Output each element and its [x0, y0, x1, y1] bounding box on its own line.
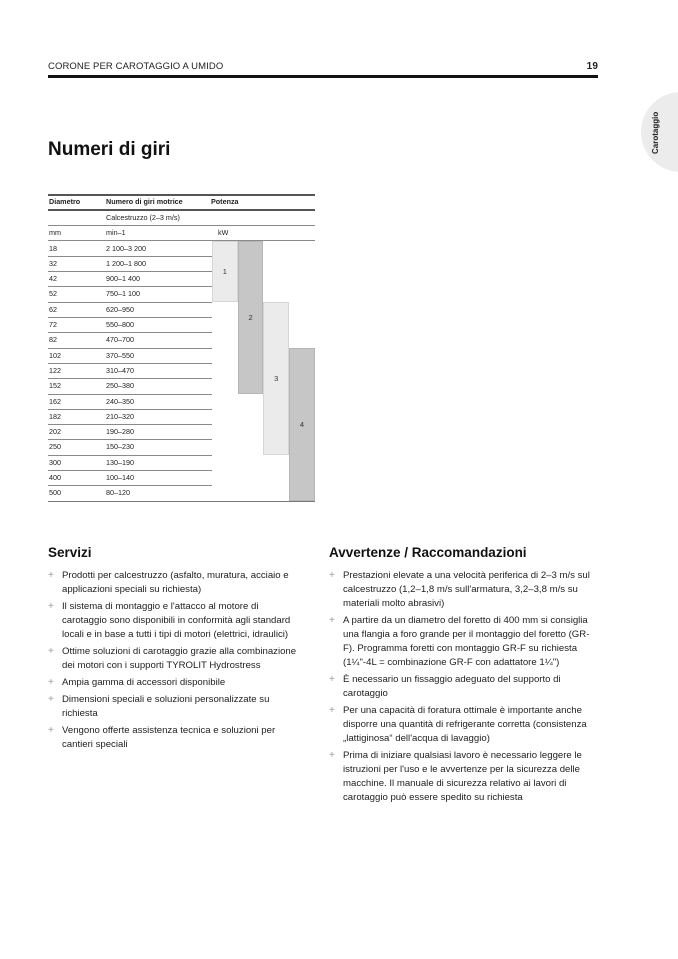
table-row [48, 286, 212, 301]
cell-diameter: 152 [49, 381, 61, 391]
table-row [48, 378, 212, 393]
cell-diameter: 400 [49, 473, 61, 482]
list-item [329, 704, 599, 746]
cell-rpm: 150–230 [106, 442, 134, 452]
cell-diameter: 162 [49, 396, 61, 406]
cell-rpm: 750–1 100 [106, 289, 140, 299]
cell-diameter: 250 [49, 442, 61, 452]
unit-diameter: mm [49, 228, 61, 237]
table-row [48, 256, 212, 271]
cell-diameter: 42 [49, 274, 57, 284]
col-header-diameter: Diametro [49, 197, 81, 206]
cell-diameter: 122 [49, 365, 61, 375]
table-row [48, 332, 212, 347]
power-label: 4 [299, 419, 305, 429]
power-label: 2 [248, 312, 253, 322]
cell-rpm: 240–350 [106, 396, 134, 406]
table-row [48, 241, 212, 256]
table-row [48, 470, 212, 485]
cell-diameter: 300 [49, 457, 61, 467]
table-subheader-row [48, 210, 315, 225]
cell-diameter: 102 [49, 350, 61, 360]
power-bar-3 [263, 302, 289, 455]
cell-diameter: 72 [49, 320, 57, 329]
cell-rpm: 250–380 [106, 381, 134, 391]
cell-rpm: 130–190 [106, 457, 134, 467]
list-item-text: Dimensioni speciali e soluzioni personalizzate su richiesta [62, 694, 270, 719]
unit-rpm: min–1 [106, 228, 126, 237]
power-label: 1 [222, 266, 227, 276]
table-row [48, 485, 212, 500]
plus-bullet-icon: + [329, 750, 335, 761]
list-item [48, 645, 298, 673]
list-item [48, 600, 298, 642]
power-bar-1 [212, 241, 238, 302]
list-item [48, 693, 298, 721]
cell-diameter: 52 [49, 289, 57, 299]
table-row [48, 302, 212, 317]
section-tab-label: Carotaggio [651, 111, 660, 155]
plus-bullet-icon: + [329, 570, 335, 581]
list-item [48, 569, 298, 597]
cell-rpm: 100–140 [106, 473, 134, 482]
table-row [48, 409, 212, 424]
subheader-material: Calcestruzzo (2–3 m/s) [106, 212, 180, 222]
running-title: CORONE PER CAROTAGGIO A UMIDO [48, 61, 224, 72]
cell-diameter: 32 [49, 258, 57, 268]
table-row [48, 424, 212, 439]
cell-rpm: 620–950 [106, 304, 134, 314]
table-row [48, 317, 212, 332]
power-bar-4 [289, 348, 315, 501]
col-header-power: Potenza [211, 197, 239, 206]
plus-bullet-icon: + [48, 570, 54, 581]
list-item-text: Ottime soluzioni di carotaggio grazie alla combinazione dei motori con i supporti TYROLIT Hydrostress [62, 646, 297, 671]
list-item [329, 673, 599, 701]
cell-rpm: 370–550 [106, 350, 134, 360]
power-bar-2 [238, 241, 264, 394]
list-item [329, 749, 599, 805]
cell-rpm: 210–320 [106, 411, 134, 421]
servizi-title: Servizi [48, 545, 92, 560]
cell-rpm: 550–800 [106, 320, 134, 329]
list-item [329, 569, 599, 611]
list-item [48, 724, 298, 752]
list-item [48, 676, 298, 690]
avvertenze-section [329, 545, 599, 808]
plus-bullet-icon: + [48, 677, 54, 688]
cell-diameter: 500 [49, 488, 61, 498]
cell-diameter: 82 [49, 335, 57, 345]
plus-bullet-icon: + [48, 694, 54, 705]
list-item-text: Prodotti per calcestruzzo (asfalto, muratura, acciaio e applicazioni speciali su richiesta) [62, 570, 289, 595]
table-row [48, 394, 212, 409]
cell-rpm: 80–120 [106, 488, 130, 498]
plus-bullet-icon: + [48, 725, 54, 736]
power-label: 3 [274, 373, 279, 383]
cell-rpm: 470–700 [106, 335, 134, 345]
list-item-text: Prima di iniziare qualsiasi lavoro è necessario leggere le istruzioni per l'uso e le avvertenze per la sicurezza delle macchine. Il manuale di sicurezza relativo ai lavori di carotaggio può essere spedito su richiesta [343, 750, 582, 803]
servizi-section [48, 545, 298, 755]
col-header-rpm: Numero di giri motrice [106, 197, 183, 206]
cell-rpm: 190–280 [106, 427, 134, 437]
plus-bullet-icon: + [329, 615, 335, 626]
cell-diameter: 18 [49, 243, 57, 253]
page-title: Numeri di giri [48, 139, 171, 160]
list-item-text: Prestazioni elevate a una velocità periferica di 2–3 m/s sul calcestruzzo (1,2–1,8 m/s sull'armatura, 3,2–3,8 m/s su materiali molto abrasivi) [343, 570, 590, 609]
list-item-text: Il sistema di montaggio e l'attacco al motore di carotaggio sono disponibili in conformità agli standard locali e in base a tutti i tipi di motori (elettrici, idraulici) [62, 601, 291, 640]
list-item-text: Vengono offerte assistenza tecnica e soluzioni per cantieri speciali [62, 725, 276, 750]
table-row [48, 271, 212, 286]
table-units-row [48, 225, 315, 240]
cell-rpm: 310–470 [106, 365, 134, 375]
page-number: 19 [586, 61, 598, 72]
plus-bullet-icon: + [329, 674, 335, 685]
cell-rpm: 2 100–3 200 [106, 243, 146, 253]
avvertenze-title: Avvertenze / Raccomandazioni [329, 545, 527, 560]
plus-bullet-icon: + [329, 705, 335, 716]
cell-rpm: 900–1 400 [106, 274, 140, 284]
table-row [48, 439, 212, 454]
plus-bullet-icon: + [48, 646, 54, 657]
servizi-list [48, 569, 298, 752]
list-item [329, 614, 599, 670]
cell-diameter: 182 [49, 411, 61, 421]
table-row [48, 363, 212, 378]
header-rule [48, 75, 598, 78]
table-row [48, 455, 212, 470]
running-header [48, 61, 598, 72]
table-row [48, 348, 212, 363]
plus-bullet-icon: + [48, 601, 54, 612]
avvertenze-list [329, 569, 599, 805]
cell-diameter: 202 [49, 427, 61, 437]
table-header-row [48, 194, 315, 209]
table-bottom-rule [48, 501, 315, 503]
list-item-text: A partire da un diametro del foretto di 400 mm si consiglia una flangia a foro grande per il montaggio del foretto (GR-F). Programma foretti con montaggio GR-F su richiesta (1¼"-4L = combinazione GR-F con adattatore 1¼") [343, 615, 590, 668]
list-item-text: È necessario un fissaggio adeguato del supporto di carotaggio [343, 674, 561, 699]
list-item-text: Ampia gamma di accessori disponibile [62, 677, 226, 688]
list-item-text: Per una capacità di foratura ottimale è importante anche disporre una quantità di refrigerante corretta (consistenza „lattiginosa“ dell'acqua di lavaggio) [343, 705, 587, 744]
cell-diameter: 62 [49, 304, 57, 314]
cell-rpm: 1 200–1 800 [106, 258, 146, 268]
unit-power: kW [218, 228, 229, 237]
